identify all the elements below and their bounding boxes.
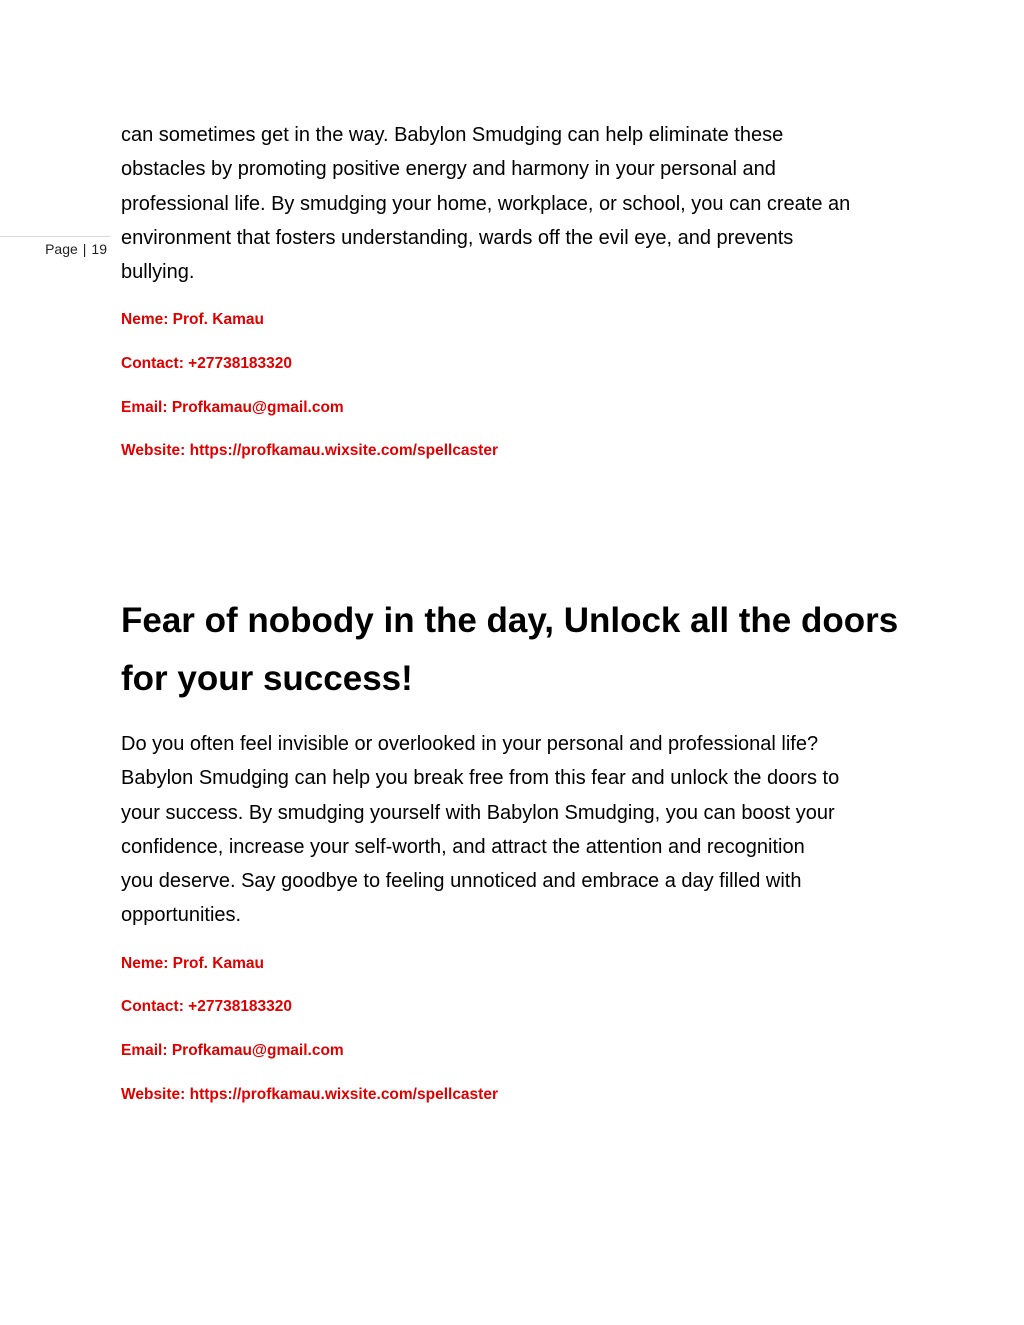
heading-line: for your success! (121, 659, 413, 698)
contact-website: Website: https://profkamau.wixsite.com/spellcaster (121, 1086, 498, 1103)
page-number: 19 (91, 241, 107, 257)
section2-contact-name (121, 954, 921, 974)
section2-heading (121, 592, 981, 708)
paragraph-line: Do you often feel invisible or overlooked in your personal and professional life? (121, 733, 819, 755)
contact-email: Email: Profkamau@gmail.com (121, 399, 344, 416)
section1-contact-email (121, 398, 921, 418)
section1-paragraph (121, 118, 921, 289)
paragraph-line: obstacles by promoting positive energy and harmony in your personal and (121, 158, 776, 181)
page-word: Page (45, 241, 78, 257)
heading-line: Fear of nobody in the day, Unlock all the doors (121, 601, 899, 640)
paragraph-line: environment that fosters understanding, wards off the evil eye, and prevents (121, 226, 794, 249)
paragraph-line: your success. By smudging yourself with Babylon Smudging, you can boost your (121, 801, 835, 824)
contact-phone: Contact: +27738183320 (121, 355, 293, 372)
contact-phone: Contact: +27738183320 (121, 998, 293, 1015)
paragraph-line: Babylon Smudging can help you break free from this fear and unlock the doors to (121, 767, 840, 790)
paragraph-line: confidence, increase your self-worth, and attract the attention and recognition (121, 835, 805, 858)
section1-contact-website (121, 441, 921, 461)
section2-contact-phone (121, 997, 921, 1017)
paragraph-line: professional life. By smudging your home, workplace, or school, you can create an (121, 192, 851, 215)
paragraph-line: can sometimes get in the way. Babylon Smudging can help eliminate these (121, 124, 784, 146)
paragraph-line: bullying. (121, 261, 195, 284)
paragraph-line: opportunities. (121, 904, 242, 927)
contact-email: Email: Profkamau@gmail.com (121, 1042, 344, 1059)
contact-name: Neme: Prof. Kamau (121, 955, 264, 972)
contact-website: Website: https://profkamau.wixsite.com/spellcaster (121, 442, 498, 459)
page-separator: | (82, 241, 87, 257)
paragraph-line: you deserve. Say goodbye to feeling unnoticed and embrace a day filled with (121, 870, 802, 893)
section2-contact-website (121, 1085, 921, 1105)
contact-name: Neme: Prof. Kamau (121, 311, 264, 328)
section1-contact-name (121, 310, 921, 330)
page-number-label (0, 236, 110, 257)
section2-contact-email (121, 1041, 921, 1061)
section1-contact-phone (121, 354, 921, 374)
section2-paragraph (121, 727, 921, 933)
